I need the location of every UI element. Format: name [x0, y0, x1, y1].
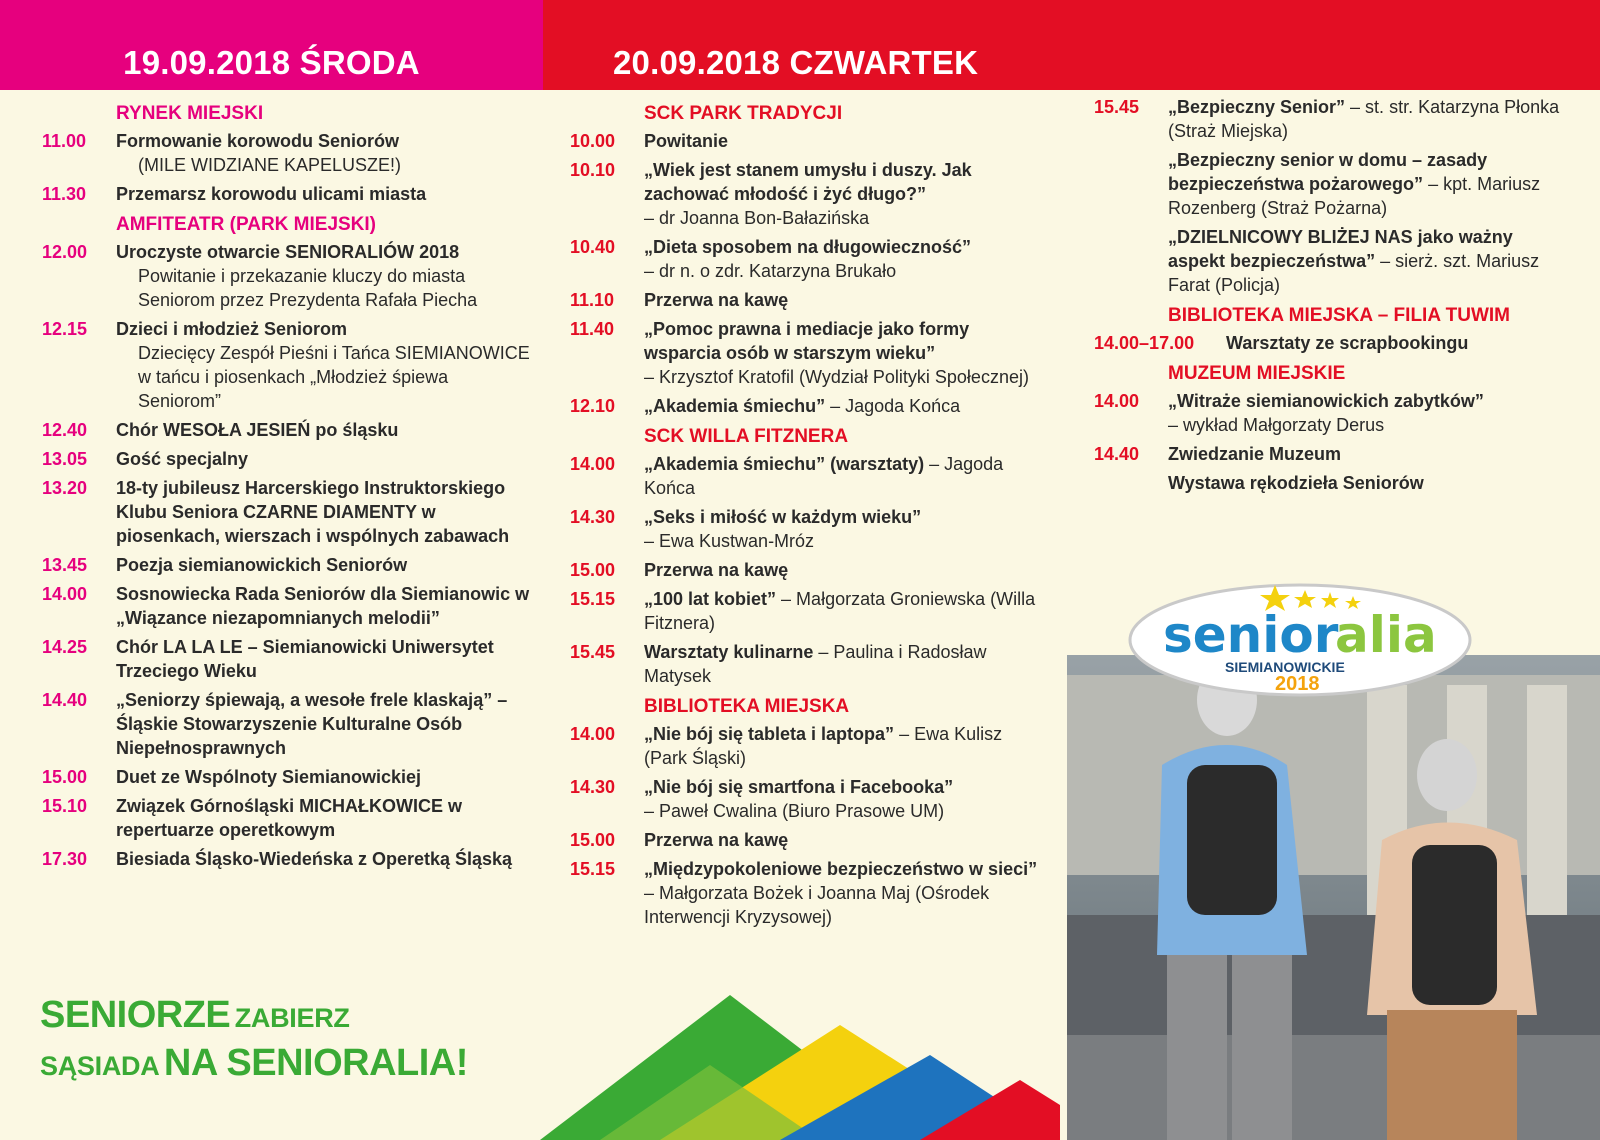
time: 15.00 — [570, 560, 616, 580]
schedule-row — [570, 828, 1040, 852]
event-title: Przerwa na kawę — [644, 830, 789, 850]
time: 10.10 — [570, 160, 616, 180]
schedule-row — [42, 582, 532, 630]
time: 15.45 — [1094, 97, 1140, 117]
time: 11.10 — [570, 290, 615, 310]
event — [1168, 148, 1564, 220]
schedule-row — [1094, 331, 1564, 355]
event — [644, 587, 1040, 635]
time: 15.45 — [570, 642, 616, 662]
day2-date: 20.09.2018 CZWARTEK — [613, 44, 979, 81]
time — [1094, 471, 1168, 495]
event — [116, 182, 532, 206]
venue-heading: BIBLIOTEKA MIEJSKA — [644, 696, 850, 717]
schedule-row — [42, 476, 532, 548]
venue-heading: SCK PARK TRADYCJI — [644, 103, 843, 124]
schedule-row — [1094, 442, 1564, 466]
schedule-row — [42, 847, 532, 871]
schedule-row — [1094, 95, 1564, 143]
venue-heading: RYNEK MIEJSKI — [116, 103, 264, 124]
event-title: „Bezpieczny senior w domu – zasady bezpieczeństwa pożarowego” — [1168, 150, 1488, 194]
schedule-row — [42, 447, 532, 471]
event — [644, 235, 1040, 283]
venue-heading: MUZEUM MIEJSKIE — [1168, 363, 1346, 384]
event — [644, 394, 1040, 418]
event-details: – dr n. o zdr. Katarzyna Brukało — [644, 261, 897, 281]
slogan — [40, 995, 540, 1091]
event-title: „Bezpieczny Senior” — [1168, 97, 1346, 117]
event-title: Duet ze Wspólnoty Siemianowickiej — [116, 767, 422, 787]
time: 14.30 — [570, 507, 616, 527]
event-title: „Akademia śmiechu” (warsztaty) — [644, 454, 925, 474]
time: 15.10 — [42, 796, 88, 816]
event — [644, 505, 1040, 553]
event — [116, 447, 532, 471]
schedule-row — [570, 129, 1040, 153]
event-details: – Małgorzata Groniewska (Willa Fitznera) — [644, 589, 1036, 633]
schedule-row — [42, 688, 532, 760]
schedule-row — [570, 235, 1040, 283]
event-details: – Ewa Kustwan-Mróz — [644, 531, 815, 551]
day1-schedule — [42, 95, 532, 876]
event-title: „Nie bój się tableta i laptopa” — [644, 724, 895, 744]
schedule-row — [42, 635, 532, 683]
event — [1168, 95, 1564, 143]
time: 14.40 — [42, 690, 88, 710]
schedule-row — [42, 182, 532, 206]
event — [116, 582, 532, 630]
event-title: Chór LA LA LE – Siemianowicki Uniwersytet Trzeciego Wieku — [116, 637, 494, 681]
event-title: Uroczyste otwarcie SENIORALIÓW 2018 — [116, 242, 460, 262]
time: 14.00 — [1094, 391, 1140, 411]
event — [116, 635, 532, 683]
logo-subtitle: SIEMIANOWICKIE — [1225, 659, 1345, 675]
event — [644, 317, 1040, 389]
event-title: „DZIELNICOWY BLIŻEJ NAS jako ważny aspekt bezpieczeństwa” — [1168, 227, 1513, 271]
time: 13.20 — [42, 478, 88, 498]
schedule-row — [570, 722, 1040, 770]
event-title: Zwiedzanie Muzeum — [1168, 444, 1342, 464]
logo-senior-text: senior — [1163, 606, 1339, 664]
event — [1226, 331, 1564, 355]
event-details: – Ewa Kulisz (Park Śląski) — [644, 724, 1003, 768]
day1-date: 19.09.2018 ŚRODA — [123, 44, 420, 81]
event — [1168, 471, 1564, 495]
event-details: – sierż. szt. Mariusz Farat (Policja) — [1168, 251, 1540, 295]
schedule-row — [570, 775, 1040, 823]
event-details: – Jagoda Końca — [644, 454, 1004, 498]
event-details: – Paulina i Radosław Matysek — [644, 642, 987, 686]
event-details: – Krzysztof Kratofil (Wydział Polityki Społecznej) — [644, 367, 1029, 387]
time — [1094, 225, 1168, 297]
time: 15.00 — [570, 830, 616, 850]
event — [116, 688, 532, 760]
schedule-row — [570, 288, 1040, 312]
schedule-row — [1094, 148, 1564, 220]
time: 12.10 — [570, 396, 616, 416]
time: 12.15 — [42, 319, 88, 339]
event — [116, 418, 532, 442]
time: 14.00 — [570, 724, 616, 744]
schedule-row — [1094, 389, 1564, 437]
time: 15.15 — [570, 589, 616, 609]
schedule-row — [570, 394, 1040, 418]
event — [116, 129, 532, 177]
venue-heading: AMFITEATR (PARK MIEJSKI) — [116, 214, 377, 235]
event — [116, 476, 532, 548]
time: 14.00 — [570, 454, 616, 474]
event-title: Biesiada Śląsko-Wiedeńska z Operetką Śląską — [116, 849, 513, 869]
event-title: „Międzypokoleniowe bezpieczeństwo w sieci” — [644, 859, 1038, 879]
event-details: – Paweł Cwalina (Biuro Prasowe UM) — [644, 801, 945, 821]
event-title: „Wiek jest stanem umysłu i duszy. Jak zachować młodość i żyć długo?” — [644, 160, 972, 204]
event-title: 18-ty jubileusz Harcerskiego Instruktorskiego Klubu Seniora CZARNE DIAMENTY w piosenkach, wierszach i wspólnych zabawach — [116, 478, 510, 546]
event — [644, 857, 1040, 929]
event-title: „100 lat kobiet” — [644, 589, 777, 609]
schedule-row — [570, 640, 1040, 688]
event-details: – kpt. Mariusz Rozenberg (Straż Pożarna) — [1168, 174, 1541, 218]
event-title: Chór WESOŁA JESIEŃ po śląsku — [116, 420, 399, 440]
time — [1094, 148, 1168, 220]
event — [644, 158, 1040, 230]
event-title: Formowanie korowodu Seniorów — [116, 131, 400, 151]
schedule-row — [570, 587, 1040, 635]
day1-header — [0, 0, 543, 90]
slogan-word-4: NA SENIORALIA! — [163, 1042, 468, 1084]
event — [644, 640, 1040, 688]
event — [644, 129, 1040, 153]
event-details: (MILE WIDZIANE KAPELUSZE!) — [138, 155, 402, 175]
event-title: Związek Górnośląski MICHAŁKOWICE w repertuarze operetkowym — [116, 796, 463, 840]
event-title: Dzieci i młodzież Seniorom — [116, 319, 348, 339]
event — [116, 317, 532, 413]
event — [644, 558, 1040, 582]
event-details: – dr Joanna Bon-Bałazińska — [644, 208, 870, 228]
day2-schedule — [570, 95, 1040, 934]
event — [116, 765, 532, 789]
event-title: „Akademia śmiechu” — [644, 396, 826, 416]
slogan-word-1: SENIORZE — [40, 994, 231, 1036]
schedule-row — [42, 765, 532, 789]
time: 11.30 — [42, 184, 87, 204]
event-title: Przerwa na kawę — [644, 560, 789, 580]
time: 14.00–17.00 — [1094, 333, 1195, 353]
event — [1168, 389, 1564, 437]
event-title: Przerwa na kawę — [644, 290, 789, 310]
slogan-word-3: SĄSIADA — [40, 1051, 160, 1081]
schedule-row — [570, 317, 1040, 389]
schedule-row — [42, 240, 532, 312]
logo-year: 2018 — [1275, 673, 1320, 695]
event — [644, 828, 1040, 852]
time: 14.40 — [1094, 444, 1140, 464]
event-title: Przemarsz korowodu ulicami miasta — [116, 184, 427, 204]
event — [644, 775, 1040, 823]
time: 12.00 — [42, 242, 88, 262]
event — [644, 722, 1040, 770]
event-title: Warsztaty kulinarne — [644, 642, 814, 662]
logo-alia-text: alia — [1335, 606, 1437, 664]
event-details: Dziecięcy Zespół Pieśni i Tańca SIEMIANOWICE w tańcu i piosenkach „Młodzież śpiewa Seniorom” — [138, 343, 530, 411]
event-details: Powitanie i przekazanie kluczy do miasta Seniorom przez Prezydenta Rafała Piecha — [138, 266, 478, 310]
schedule-row — [42, 418, 532, 442]
schedule-row — [570, 505, 1040, 553]
event-title: Powitanie — [644, 131, 729, 151]
time: 17.30 — [42, 849, 88, 869]
seniors-walking-photo — [1067, 655, 1600, 1140]
event-title: Wystawa rękodzieła Seniorów — [1168, 473, 1424, 493]
time: 13.45 — [42, 555, 88, 575]
event-title: Warsztaty ze scrapbookingu — [1226, 333, 1469, 353]
schedule-row — [42, 129, 532, 177]
time: 15.00 — [42, 767, 88, 787]
venue-heading: SCK WILLA FITZNERA — [644, 426, 849, 447]
schedule-row — [570, 158, 1040, 230]
time: 12.40 — [42, 420, 88, 440]
time: 14.25 — [42, 637, 88, 657]
event-title: „Nie bój się smartfona i Facebooka” — [644, 777, 954, 797]
event — [644, 288, 1040, 312]
event — [116, 794, 532, 842]
event — [1168, 442, 1564, 466]
time: 10.40 — [570, 237, 616, 257]
event-title: „Pomoc prawna i mediacje jako formy wsparcia osób w starszym wieku” — [644, 319, 970, 363]
event — [644, 452, 1040, 500]
event-details: – wykład Małgorzaty Derus — [1168, 415, 1385, 435]
decorative-triangles — [540, 995, 1060, 1140]
schedule-row — [1094, 225, 1564, 297]
time: 14.00 — [42, 584, 88, 604]
schedule-row — [570, 558, 1040, 582]
event-title: „Witraże siemianowickich zabytków” — [1168, 391, 1484, 411]
day2-header — [543, 0, 1600, 90]
event-title: Gość specjalny — [116, 449, 249, 469]
event-details: – st. str. Katarzyna Płonka (Straż Miejska) — [1168, 97, 1560, 141]
event — [116, 847, 532, 871]
schedule-row — [570, 857, 1040, 929]
time: 14.30 — [570, 777, 616, 797]
schedule-row — [42, 317, 532, 413]
event-title: „Dieta sposobem na długowieczność” — [644, 237, 972, 257]
time: 13.05 — [42, 449, 88, 469]
day2-schedule-continued — [1094, 95, 1564, 500]
event — [116, 553, 532, 577]
event — [1168, 225, 1564, 297]
event-title: „Seks i miłość w każdym wieku” — [644, 507, 922, 527]
schedule-row — [42, 794, 532, 842]
event-title: „Seniorzy śpiewają, a wesołe frele klaskają” – Śląskie Stowarzyszenie Kulturalne Osób Niepełnosprawnych — [116, 690, 508, 758]
event — [116, 240, 532, 312]
slogan-word-2: ZABIERZ — [234, 1003, 350, 1033]
time: 11.40 — [570, 319, 615, 339]
time: 15.15 — [570, 859, 616, 879]
time: 11.00 — [42, 131, 87, 151]
schedule-row — [1094, 471, 1564, 495]
senioralia-logo — [1125, 580, 1475, 700]
schedule-row — [570, 452, 1040, 500]
event-details: – Małgorzata Bożek i Joanna Maj (Ośrodek Interwencji Kryzysowej) — [644, 883, 990, 927]
event-title: Sosnowiecka Rada Seniorów dla Siemianowic w „Wiązance niezapomnianych melodii” — [116, 584, 530, 628]
event-title: Poezja siemianowickich Seniorów — [116, 555, 408, 575]
venue-heading: BIBLIOTEKA MIEJSKA – FILIA TUWIM — [1168, 305, 1510, 326]
schedule-row — [42, 553, 532, 577]
time: 10.00 — [570, 131, 616, 151]
event-details: – Jagoda Końca — [825, 396, 961, 416]
